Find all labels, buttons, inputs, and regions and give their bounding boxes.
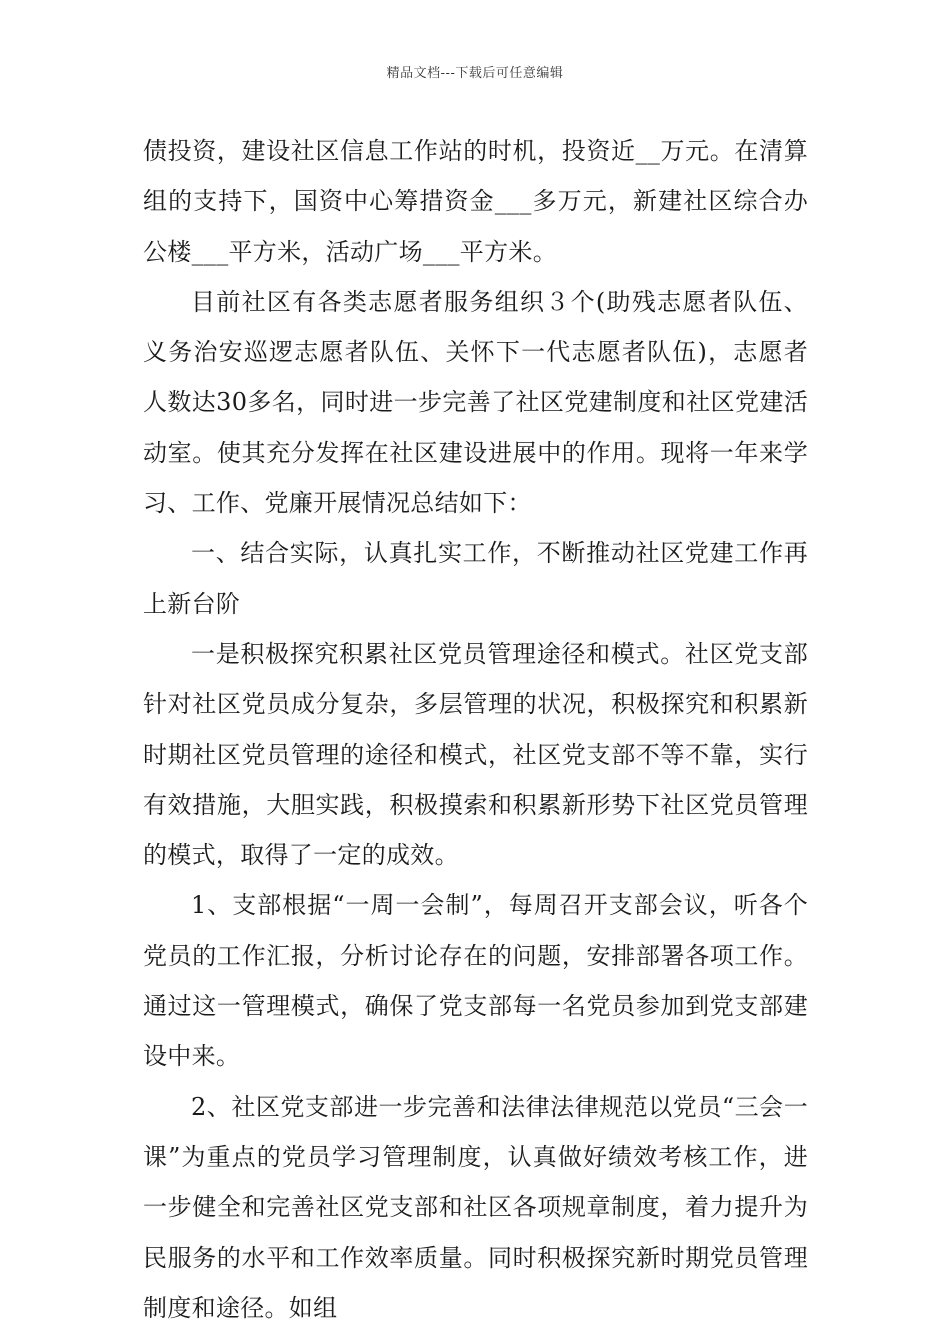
document-body xyxy=(143,126,808,1333)
section-heading-1: 一、结合实际，认真扎实工作，不断推动社区党建工作再上新台阶 xyxy=(143,539,808,618)
paragraph-4: 1、支部根据“一周一会制”，每周召开支部会议，听各个党员的工作汇报，分析讨论存在的问题，安排部署各项工作。通过这一管理模式，确保了党支部每一名党员参加到党支部建设中来。 xyxy=(143,891,808,1071)
paragraph-1: 债投资，建设社区信息工作站的时机，投资近__万元。在清算组的支持下，国资中心筹措资金___多万元，新建社区综合办公楼___平方米，活动广场___平方米。 xyxy=(143,137,808,266)
paragraph-3: 一是积极探究积累社区党员管理途径和模式。社区党支部针对社区党员成分复杂，多层管理的状况，积极探究和积累新时期社区党员管理的途径和模式，社区党支部不等不靠，实行有效措施，大胆实践，积极摸索和积累新形势下社区党员管理的模式，取得了一定的成效。 xyxy=(143,639,808,870)
paragraph-5: 2、社区党支部进一步完善和法律法律规范以党员“三会一课”为重点的党员学习管理制度，认真做好绩效考核工作，进一步健全和完善社区党支部和社区各项规章制度，着力提升为民服务的水平和工作效率质量。同时积极探究新时期党员管理制度和途径。如组 xyxy=(143,1092,808,1322)
paragraph-2: 目前社区有各类志愿者服务组织３个(助残志愿者队伍、义务治安巡逻志愿者队伍、关怀下一代志愿者队伍)，志愿者人数达30多名，同时进一步完善了社区党建制度和社区党建活动室。使其充分发挥在社区建设进展中的作用。现将一年来学习、工作、党廉开展情况总结如下： xyxy=(143,287,808,518)
page-header: 精品文档---下载后可任意编辑 xyxy=(386,66,564,81)
